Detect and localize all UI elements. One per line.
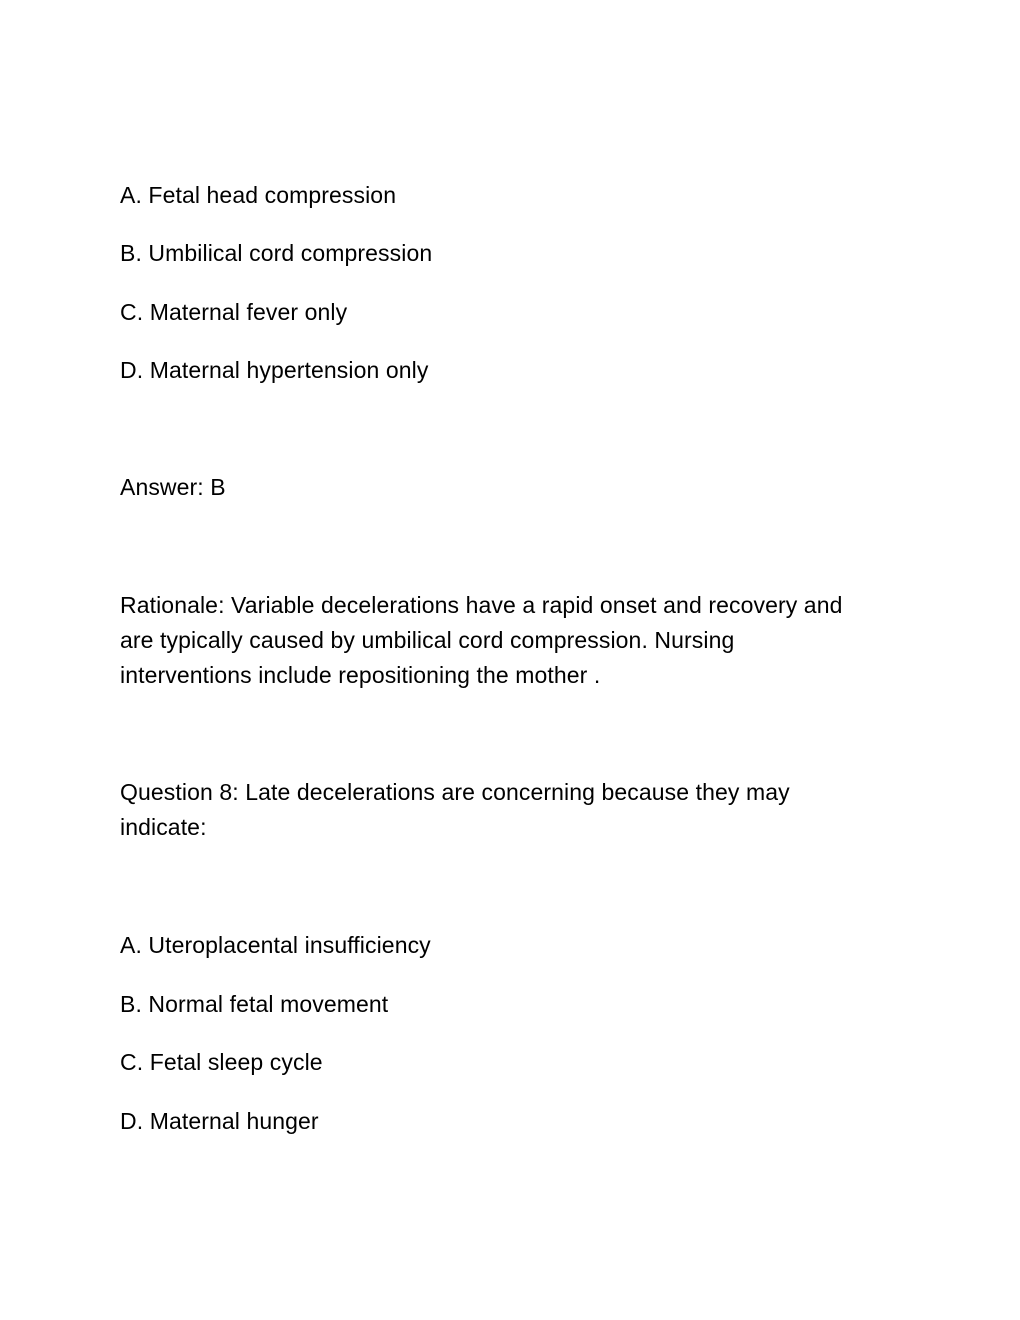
q8-option-a: A. Uteroplacental insufficiency <box>120 932 431 958</box>
q7-rationale <box>120 588 900 693</box>
q8-prompt <box>120 775 900 845</box>
q8-option-d: D. Maternal hunger <box>120 1108 319 1134</box>
q7-option-d: D. Maternal hypertension only <box>120 357 429 383</box>
q8-prompt-line-2: indicate: <box>120 814 207 840</box>
q8-option-b: B. Normal fetal movement <box>120 991 389 1017</box>
q7-option-c: C. Maternal fever only <box>120 299 348 325</box>
q7-rationale-line-3: interventions include repositioning the mother . <box>120 662 601 688</box>
q7-rationale-line-1: Rationale: Variable decelerations have a rapid onset and recovery and <box>120 592 843 618</box>
q7-option-b: B. Umbilical cord compression <box>120 240 433 266</box>
q7-answer: Answer: B <box>120 474 226 500</box>
q7-rationale-line-2: are typically caused by umbilical cord compression. Nursing <box>120 627 735 653</box>
q8-prompt-line-1: Question 8: Late decelerations are concerning because they may <box>120 779 790 805</box>
q7-option-a: A. Fetal head compression <box>120 182 397 208</box>
q8-option-c: C. Fetal sleep cycle <box>120 1049 323 1075</box>
